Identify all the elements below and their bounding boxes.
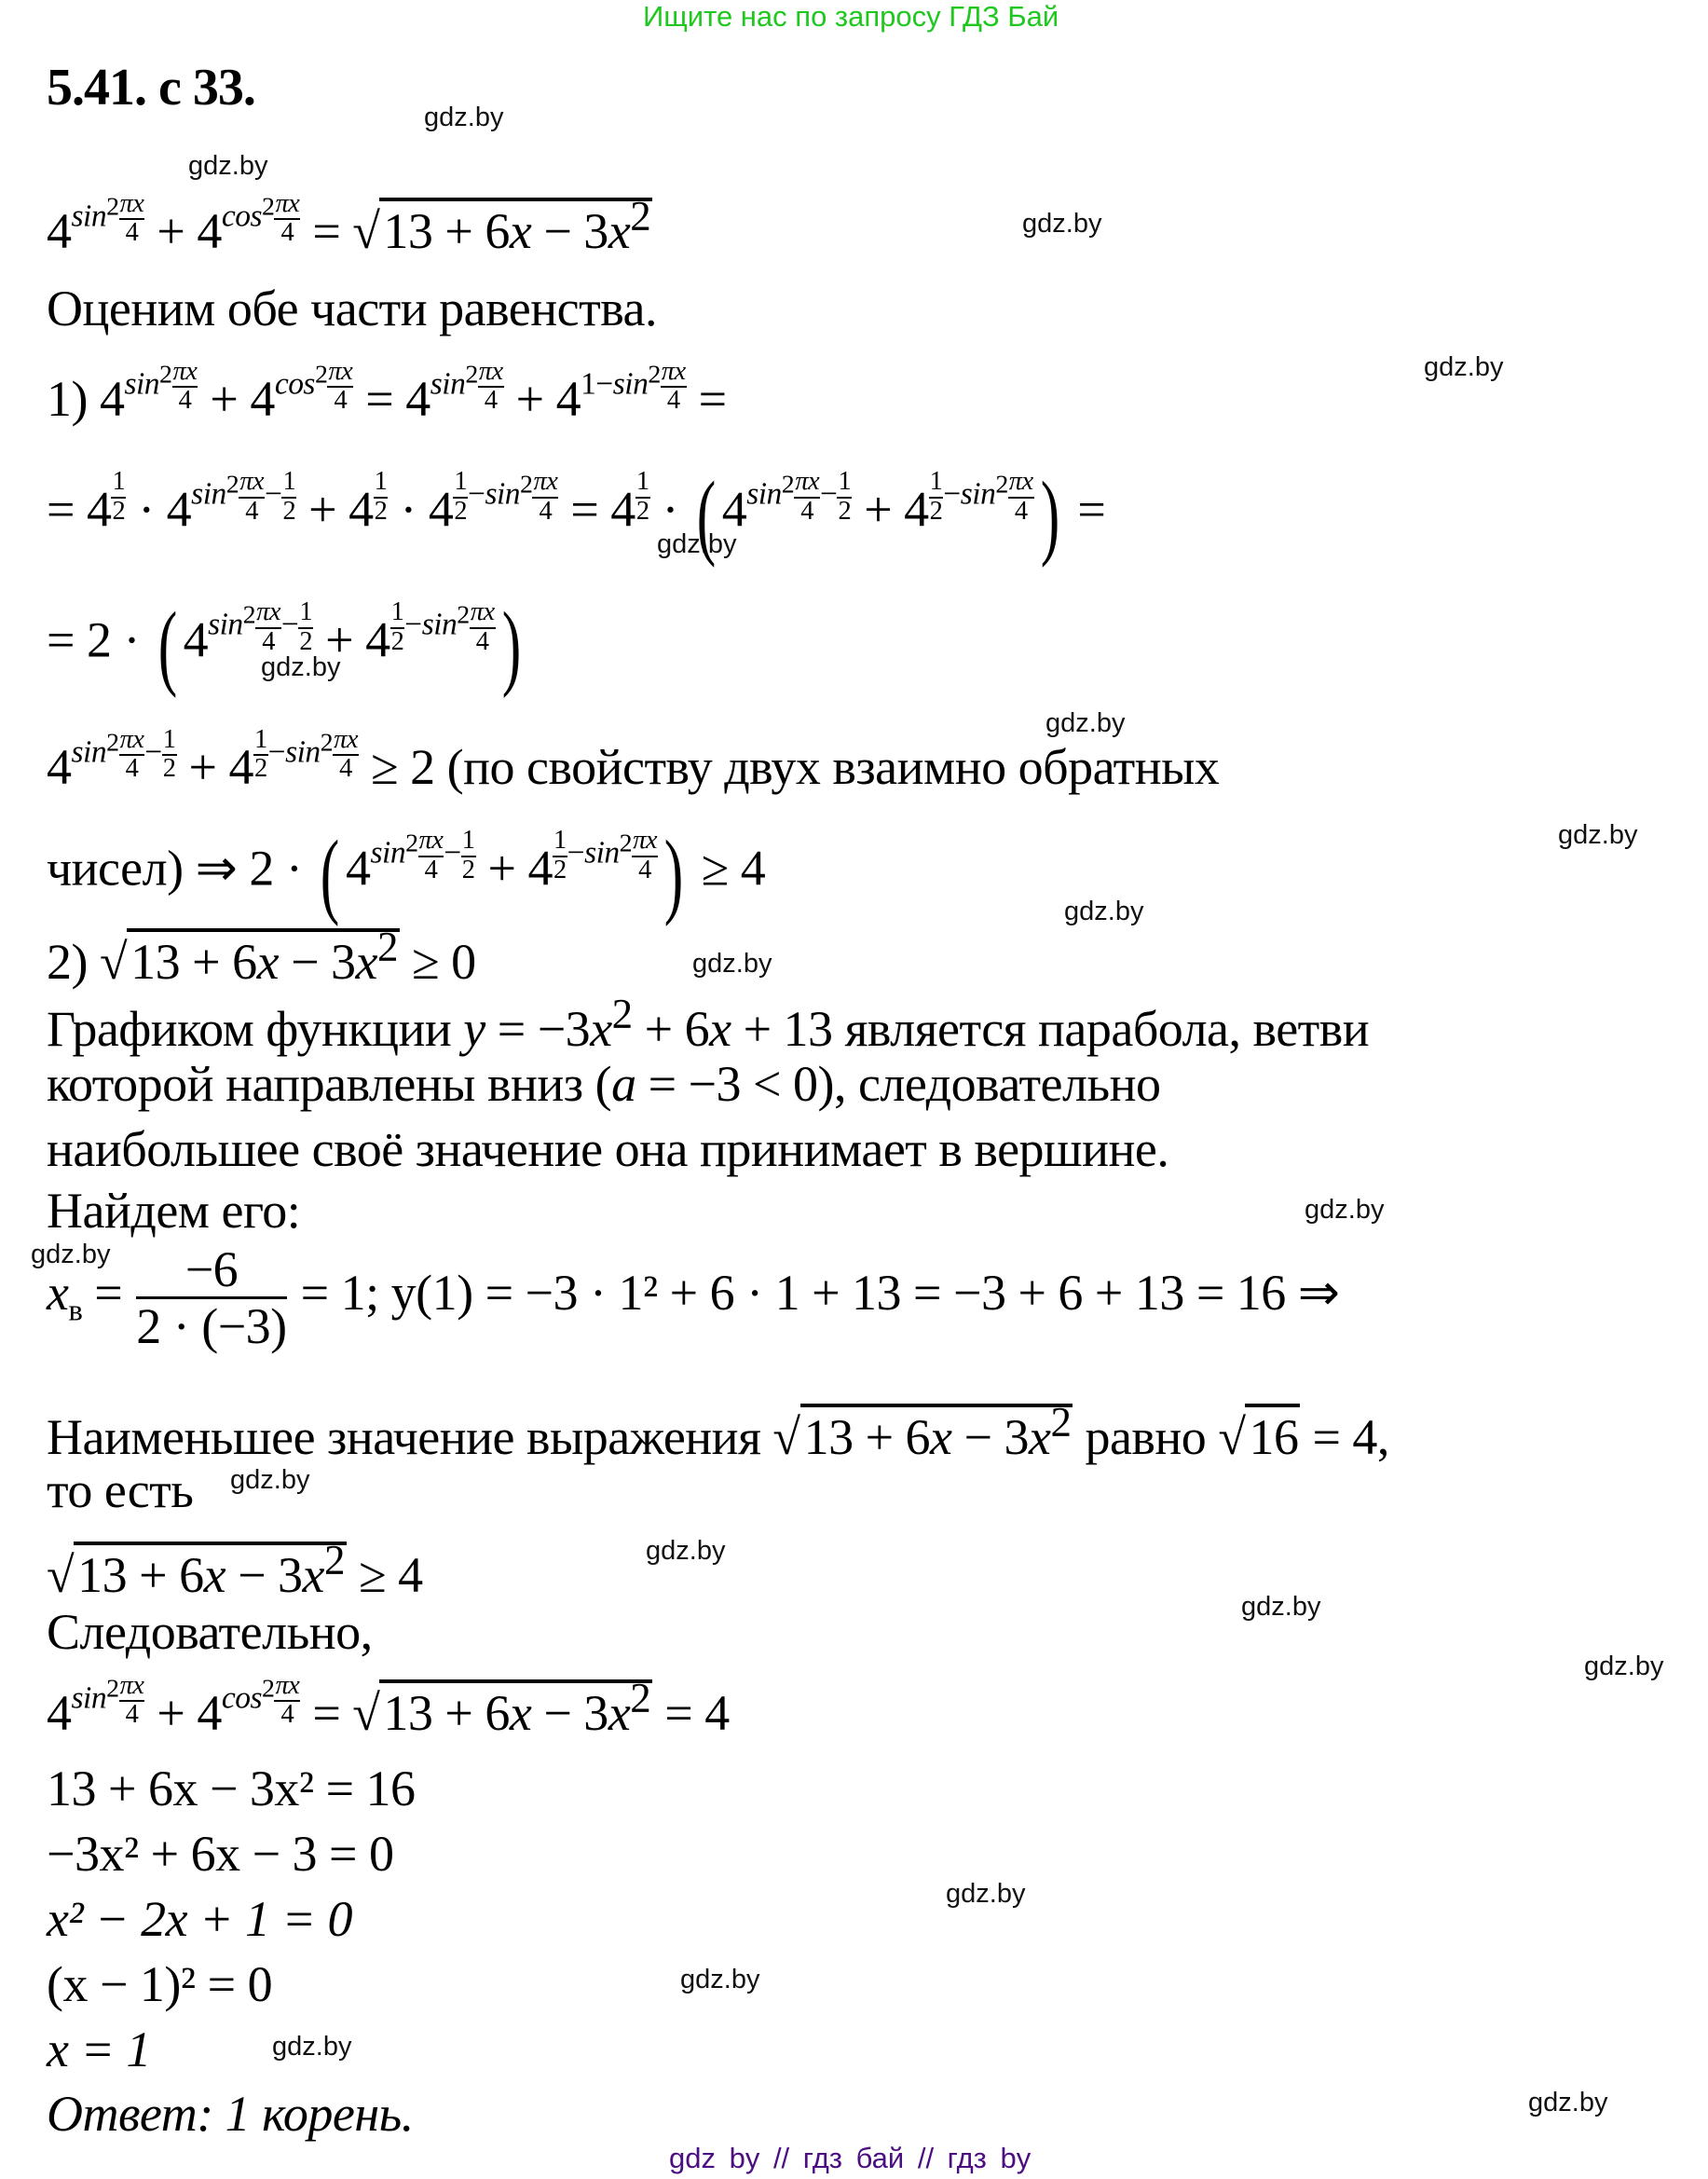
inequality-result: чисел) ⇒ 2 · ( $4\sin^2$ $\frac{\pi x}{4}$ − $\frac{1}{2}$ + 4 $\frac{1}{2}$ $-\sin^2$ $\frac{\pi x}{4}$ ) ≥ 4 <box>47 822 766 927</box>
page-title: 5.41. с 33. <box>47 59 255 116</box>
step-1-label: 1) <box>47 371 88 428</box>
text-estimate: Оценим обе части равенства. <box>47 281 657 336</box>
sqrt16: 16 <box>1245 1404 1300 1465</box>
watermark: gdz.by <box>946 1879 1026 1909</box>
that-is-text: то есть <box>47 1462 194 1518</box>
watermark: gdz.by <box>1045 708 1126 738</box>
least-value-line: Наименьшее значение выражения $√13 + 6x - 3x^2$ равно √16 = 4, <box>47 1399 1389 1465</box>
watermark: gdz.by <box>1558 820 1638 850</box>
therefore-text: Следовательно, <box>47 1604 373 1660</box>
equation-step-3: x² − 2x + 1 = 0 <box>47 1891 352 1947</box>
numbers-text: чисел) <box>47 840 184 897</box>
graph-line-3: наибольшее своё значение она принимает в вершине. <box>47 1121 1169 1177</box>
watermark: gdz.by <box>1424 352 1504 382</box>
watermark: gdz.by <box>680 1965 760 1994</box>
answer-text: Ответ: 1 корень. <box>47 2086 414 2142</box>
watermark: gdz.by <box>188 151 268 181</box>
watermark: gdz.by <box>272 2032 352 2062</box>
equation-step-2: −3x² + 6x − 3 = 0 <box>47 1826 394 1882</box>
graph-text-2-tail: , следовательно <box>833 1056 1161 1112</box>
equation-step-4: (x − 1)² = 0 <box>47 1956 273 2012</box>
equals-word: равно <box>1085 1409 1207 1465</box>
find-text: Найдем его: <box>47 1183 301 1239</box>
step-1-result: = 2 · ( $4\sin^2$ $\frac{\pi x}{4}$ − $\frac{1}{2}$ + 4 $\frac{1}{2}$ $-\sin^2$ $\frac{\pi x}{4}$ ) <box>47 594 521 699</box>
watermark: gdz.by <box>1241 1592 1321 1622</box>
vertex-calculation: $x_в$ = $\frac{-6}{2 \cdot (-3)}$ = 1; y(1) = −3 · 1² + 6 · 1 + 13 = −3 + 6 + 13 = 16 ⇒ <box>47 1241 1340 1354</box>
vertex-numerator: −6 <box>136 1244 286 1299</box>
watermark: gdz.by <box>31 1240 111 1269</box>
watermark: gdz.by <box>657 529 737 559</box>
property-text: (по свойству двух взаимно обратных <box>446 739 1220 796</box>
least-value-text: Наименьшее значение выражения <box>47 1409 761 1465</box>
vertex-denominator: 2 · (−3) <box>136 1298 287 1354</box>
watermark: gdz.by <box>261 652 341 682</box>
graph-text-1-tail: является парабола, ветви <box>844 1001 1370 1057</box>
graph-text-1: Графиком функции <box>47 1001 452 1057</box>
watermark: gdz.by <box>1064 897 1144 926</box>
graph-text-2: которой направлены вниз <box>47 1056 583 1112</box>
watermark: gdz.by <box>1305 1195 1385 1225</box>
step-1-equation: 1) $4\sin^2$ $\frac{\pi x}{4}$ + $4\cos^2$ $\frac{\pi x}{4}$ = $4\sin^2$ $\frac{\pi x}{4}$ + $41-\sin^2$ $\frac{\pi x}{4}$ = <box>47 357 727 428</box>
search-banner[interactable]: Ищите нас по запросу ГДЗ Бай <box>643 0 1059 33</box>
watermark: gdz.by <box>1022 209 1102 239</box>
sqrt-inequality: $√13 + 6x - 3x^2 \ge 4$ <box>47 1537 423 1603</box>
equation-final: $4\sin^2$ $\frac{\pi x}{4}$ + $4\cos^2$ $\frac{\pi x}{4}$ = $√13 + 6x - 3x^2 = 4$ <box>47 1671 730 1742</box>
equation-step-1: 13 + 6x − 3x² = 16 <box>47 1761 416 1816</box>
step-1-expansion: = 4 $\frac{1}{2}$ · $4\sin^2$ $\frac{\pi x}{4}$ − $\frac{1}{2}$ + 4 $\frac{1}{2}$ · 4 $\frac{1}{2}$ $-\sin^2$ $\frac{\pi x}{4}$ = 4 $\frac{1}{2}$ · ( $4\sin^2$ $\frac{\pi x}{4}$ − $\frac{1}{2}$ + 4 $\frac{1}{2}$ $-\sin^2$ $\frac{\pi x}{4}$ ) = <box>47 463 1106 569</box>
graph-line-2: которой направлены вниз (a = −3 < 0), следовательно <box>47 1056 1161 1112</box>
watermark: gdz.by <box>1528 2088 1608 2117</box>
inequality-property: $4\sin^2$ $\frac{\pi x}{4}$ − $\frac{1}{2}$ + 4 $\frac{1}{2}$ $-\sin^2$ $\frac{\pi x}{4}$ ≥ 2 (по свойству двух взаимно обратных <box>47 725 1220 796</box>
equation-step-5: x = 1 <box>47 2021 151 2077</box>
vertex-value: = 1; y(1) = −3 · 1² + 6 · 1 + 13 = −3 + 6 + 13 = 16 ⇒ <box>300 1264 1340 1321</box>
watermark: gdz.by <box>646 1536 726 1566</box>
watermark: gdz.by <box>1584 1651 1664 1681</box>
step-2-inequality: 2) $√13 + 6x - 3x^2 \ge 0$ <box>47 924 476 990</box>
footer-links[interactable]: gdz by // гдз бай // гдз by <box>669 2142 1032 2174</box>
sqrt16-tail: = 4, <box>1312 1409 1389 1465</box>
graph-line-1: Графиком функции $y = -3x^2 + 6x + 13$ является парабола, ветви <box>47 991 1370 1057</box>
watermark: gdz.by <box>692 949 772 979</box>
watermark: gdz.by <box>424 103 504 132</box>
equation-original: $4\sin^2$ $\frac{\pi x}{4}$ + $4\cos^2$ $\frac{\pi x}{4}$ = $√13 + 6x - 3x^2$ <box>47 189 651 260</box>
step-2-label: 2) <box>47 934 88 990</box>
watermark: gdz.by <box>230 1465 310 1495</box>
